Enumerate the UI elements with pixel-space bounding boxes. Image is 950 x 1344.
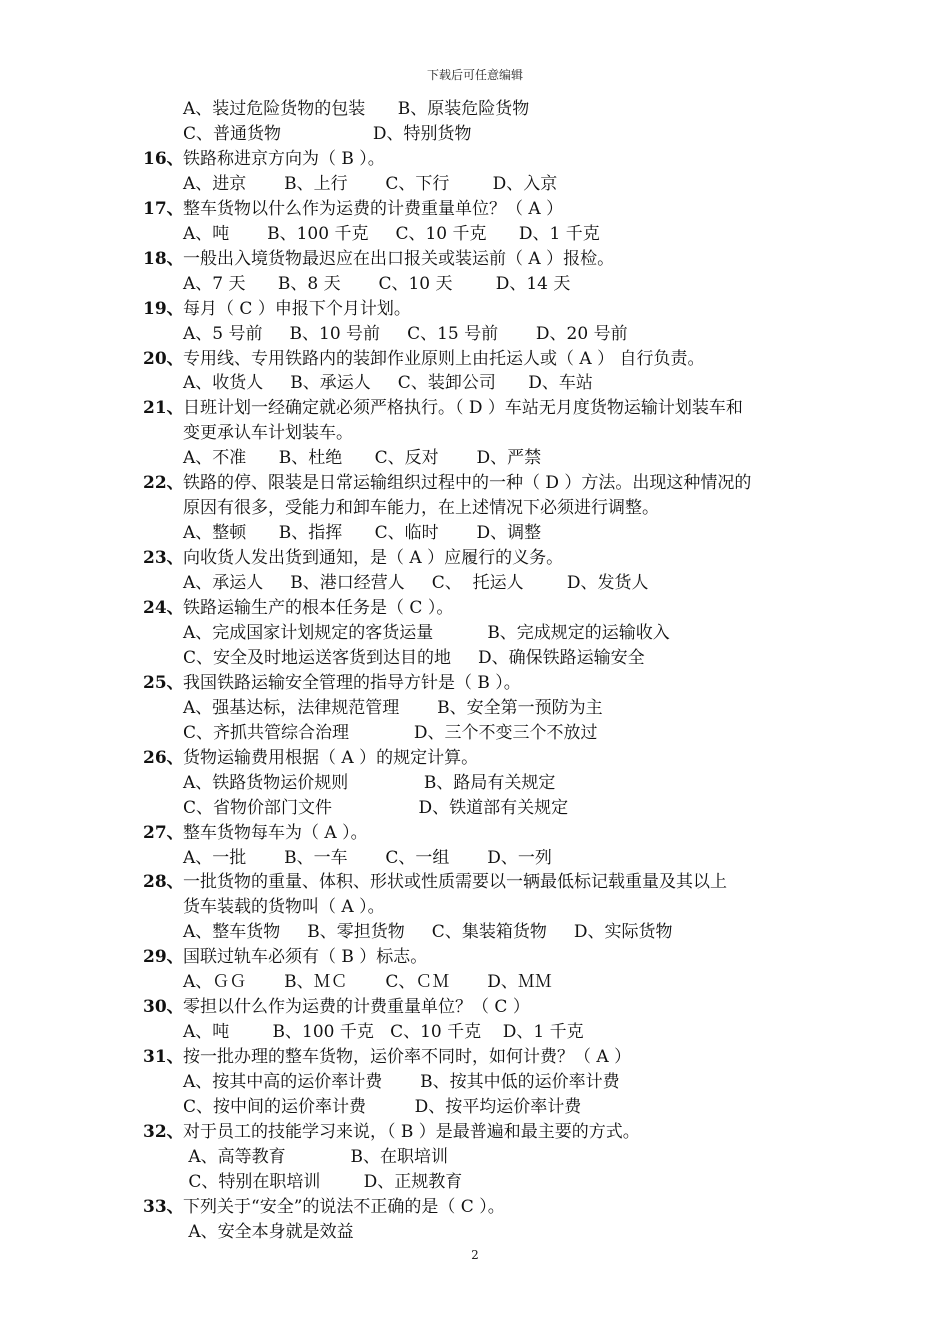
option-line: A、安全本身就是效益 [183, 1221, 354, 1242]
option-line: A、5 号前 B、10 号前 C、15 号前 D、20 号前 [183, 323, 628, 344]
question-number: 24、 [143, 598, 184, 618]
question-text: 向收货人发出货到通知，是（ A ）应履行的义务。 [183, 548, 564, 569]
question-number: 20、 [143, 348, 184, 369]
question-number: 23、 [143, 548, 184, 569]
question-text: 一批货物的重量、体积、形状或性质需要以一辆最低标记载重量及其以上 [183, 872, 727, 893]
question-text: 零担以什么作为运费的计费重量单位？（ C ） [183, 997, 530, 1018]
option-line: C、按中间的运价率计费 D、按平均运价率计费 [183, 1097, 582, 1117]
question-text: 铁路称进京方向为（ B ）。 [183, 148, 385, 169]
question-text: 专用线、专用铁路内的装卸作业原则上由托运人或（ A ） 自行负责。 [183, 348, 705, 369]
option-line: A、ＧＧ B、ＭＣ C、ＣＭ D、ＭＭ [183, 972, 552, 993]
question-text: 货物运输费用根据（ A ）的规定计算。 [183, 747, 479, 768]
question-text: 日班计划一经确定就必须严格执行。（ D ）车站无月度货物运输计划装车和 [183, 398, 743, 419]
question-text: 一般出入境货物最迟应在出口报关或装运前（ A ）报检。 [183, 248, 615, 269]
question-text: 下列关于“安全”的说法不正确的是（ C ）。 [183, 1196, 505, 1217]
option-line: 变更承认车计划装车。 [183, 423, 353, 444]
question-number: 27、 [143, 822, 184, 843]
question-number: 28、 [143, 872, 184, 893]
question-number: 18、 [143, 248, 184, 269]
option-line: A、吨 B、100 千克 C、10 千克 D、1 千克 [183, 1022, 584, 1043]
option-line: A、完成国家计划规定的客货运量 B、完成规定的运输收入 [183, 622, 670, 643]
option-line: A、收货人 B、承运人 C、装卸公司 D、车站 [183, 373, 593, 394]
option-line: A、按其中高的运价率计费 B、按其中低的运价率计费 [183, 1072, 620, 1093]
question-number: 29、 [143, 947, 184, 968]
question-number: 22、 [143, 473, 184, 494]
page-header: 下载后可任意编辑 [426, 68, 523, 82]
option-line: A、整顿 B、指挥 C、临时 D、调整 [183, 523, 542, 544]
option-line: A、承运人 B、港口经营人 C、 托运人 D、发货人 [183, 573, 649, 594]
option-line: A、吨 B、100 千克 C、10 千克 D、1 千克 [183, 223, 600, 244]
option-line: A、强基达标，法律规范管理 B、安全第一预防为主 [183, 697, 603, 718]
option-line: 货车装载的货物叫（ A ）。 [183, 897, 385, 918]
question-text: 每月（ C ）申报下个月计划。 [183, 298, 411, 319]
option-line: 原因有很多，受能力和卸车能力，在上述情况下必须进行调整。 [183, 498, 659, 519]
question-number: 31、 [143, 1047, 184, 1068]
question-number: 32、 [143, 1121, 184, 1142]
question-text: 铁路的停、限装是日常运输组织过程中的一种（ D ）方法。出现这种情况的 [183, 473, 752, 494]
option-line: A、铁路货物运价规则 B、路局有关规定 [183, 772, 556, 793]
question-text: 国联过轨车必须有（ B ）标志。 [183, 947, 428, 968]
option-line: A、一批 B、一车 C、一组 D、一列 [183, 847, 552, 868]
question-number: 17、 [143, 198, 184, 219]
option-line: C、省物价部门文件 D、铁道部有关规定 [183, 797, 569, 818]
page-number: 2 [471, 1248, 479, 1262]
option-line: A、装过危险货物的包装 B、原装危险货物 [183, 99, 530, 119]
question-number: 26、 [143, 747, 184, 768]
question-text: 整车货物每车为（ A ）。 [183, 822, 368, 843]
question-number: 33、 [143, 1196, 184, 1217]
question-text: 整车货物以什么作为运费的计费重量单位？（ A ） [183, 198, 564, 219]
question-number: 21、 [143, 398, 184, 419]
option-line: A、7 天 B、8 天 C、10 天 D、14 天 [183, 273, 571, 294]
question-number: 19、 [143, 298, 184, 319]
question-number: 16、 [143, 148, 184, 169]
option-line: C、特别在职培训 D、正规教育 [183, 1171, 463, 1192]
question-text: 对于员工的技能学习来说，（ B ）是最普遍和最主要的方式。 [183, 1121, 640, 1142]
question-text: 我国铁路运输安全管理的指导方针是（ B ）。 [183, 672, 521, 693]
option-line: C、齐抓共管综合治理 D、三个不变三个不放过 [183, 722, 598, 743]
question-text: 按一批办理的整车货物，运价率不同时，如何计费？（ A ） [183, 1047, 632, 1068]
option-line: C、普通货物 D、特别货物 [183, 123, 472, 144]
option-line: A、进京 B、上行 C、下行 D、入京 [183, 173, 558, 194]
question-number: 30、 [143, 997, 184, 1018]
option-line: C、安全及时地运送客货到达目的地 D、确保铁路运输安全 [183, 647, 645, 668]
option-line: A、整车货物 B、零担货物 C、集装箱货物 D、实际货物 [183, 922, 673, 943]
question-text: 铁路运输生产的根本任务是（ C ）。 [183, 598, 454, 618]
option-line: A、不准 B、杜绝 C、反对 D、严禁 [183, 448, 542, 469]
question-number: 25、 [143, 672, 184, 693]
option-line: A、高等教育 B、在职培训 [183, 1146, 449, 1167]
